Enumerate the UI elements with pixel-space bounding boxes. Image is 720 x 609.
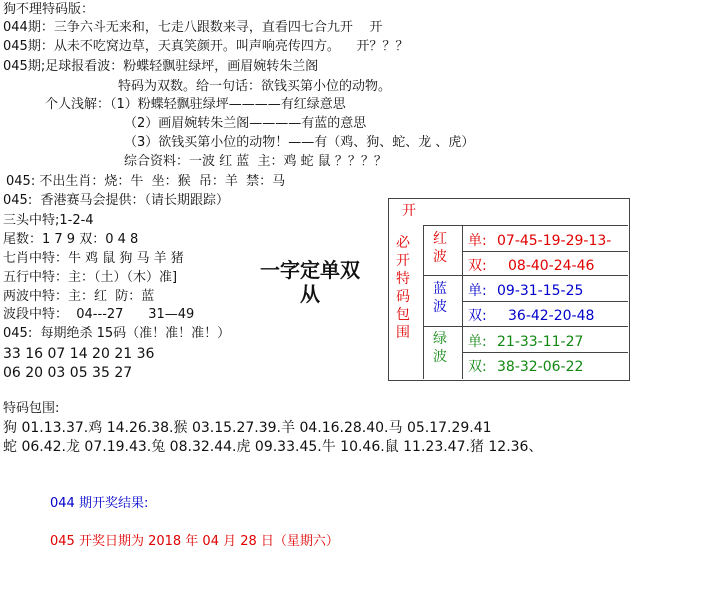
seven-zodiacs: 七肖中特：牛 鸡 鼠 狗 马 羊 猪 xyxy=(3,251,184,266)
green-even-numbers: 38-32-06-22 xyxy=(497,359,584,375)
blue-wave-label: 蓝波 xyxy=(433,281,447,315)
blue-even-numbers: 36-42-20-48 xyxy=(508,308,595,324)
zodiac-line-1: 狗 01.13.37.鸡 14.26.38.猴 03.15.27.39.羊 04.16.28.40.马 05.17.29.41 xyxy=(3,420,492,436)
kill-codes-row-2: 06 20 03 05 35 27 xyxy=(3,365,133,381)
draw-result-label: 044 期开奖结果: xyxy=(50,496,149,511)
personal-interpretation-2: （2）画眉婉转朱兰阁————有蓝的意思 xyxy=(124,116,367,131)
green-odd-type: 单: xyxy=(468,334,487,350)
blue-even-type: 双: xyxy=(468,308,487,324)
zodiac-title: 特码包围: xyxy=(3,401,60,416)
summary-info: 综合资料：一波 红 蓝 主：鸡 蛇 鼠 ？？？？ xyxy=(124,154,387,169)
draw-date: 045 开奖日期为 2018 年 04 月 28 日（星期六） xyxy=(50,534,339,549)
five-elements: 五行中特：主：（土）（木）准] xyxy=(3,270,178,285)
red-odd-type: 单: xyxy=(468,233,487,249)
zodiac-line-2: 蛇 06.42.龙 07.19.43.兔 08.32.44.虎 09.33.45.牛 10.46.鼠 11.23.47.猪 12.36、 xyxy=(3,439,543,455)
kill-codes-row-1: 33 16 07 14 20 21 36 xyxy=(3,346,155,362)
personal-interpretation-1: 个人浅解：（1）粉蝶轻飘驻绿坪————有红绿意思 xyxy=(45,97,346,112)
kill-codes-title: 045: 每期绝杀 15码（准！准！准！） xyxy=(3,326,231,341)
green-even-type: 双: xyxy=(468,359,487,375)
red-even-type: 双: xyxy=(468,258,487,274)
green-wave-label: 绿波 xyxy=(433,331,447,365)
table-open-label: 开 xyxy=(402,203,416,219)
prediction-045: 045期：从未不吃窝边草，天真笑颜开。叫声响亮传四方。 开？？？ xyxy=(3,39,409,54)
page-title: 狗不理特码版： xyxy=(3,2,95,17)
blue-odd-type: 单: xyxy=(468,283,487,299)
head-digits: 三头中特;1-2-4 xyxy=(3,213,94,228)
red-even-numbers: 08-40-24-46 xyxy=(508,258,595,274)
tail-digits: 尾数：1 7 9 双：0 4 8 xyxy=(3,232,139,247)
jockey-club-note: 045: 香港赛马会提供：（请长期跟踪） xyxy=(3,193,229,208)
red-wave-label: 红波 xyxy=(433,231,447,265)
special-code-hint: 特码为双数。给一句话：欲钱买第小位的动物。 xyxy=(118,79,392,94)
excluded-zodiac: 045: 不出生肖：烧：牛 坐：猴 吊：羊 禁：马 xyxy=(6,174,286,189)
single-double-headline: 一字定单双 从 xyxy=(260,258,360,306)
red-odd-numbers: 07-45-19-29-13- xyxy=(497,233,612,249)
football-hint: 045期;足球报看波：粉蝶轻飘驻绿坪，画眉婉转朱兰阁 xyxy=(3,59,319,74)
blue-odd-numbers: 09-31-15-25 xyxy=(497,283,584,299)
personal-interpretation-3: （3）欲钱买第小位的动物！——有（鸡、狗、蛇、龙 、虎） xyxy=(124,135,475,150)
green-odd-numbers: 21-33-11-27 xyxy=(497,334,584,350)
prediction-044: 044期：三争六斗无来和，七走八跟数来寻，直看四七合九开 开 xyxy=(3,20,383,35)
wave-ranges: 波段中特： 04---27 31—49 xyxy=(3,307,195,322)
two-waves: 两波中特：主：红 防：蓝 xyxy=(3,289,155,304)
table-side-label: 必开特码包围 xyxy=(396,235,410,341)
